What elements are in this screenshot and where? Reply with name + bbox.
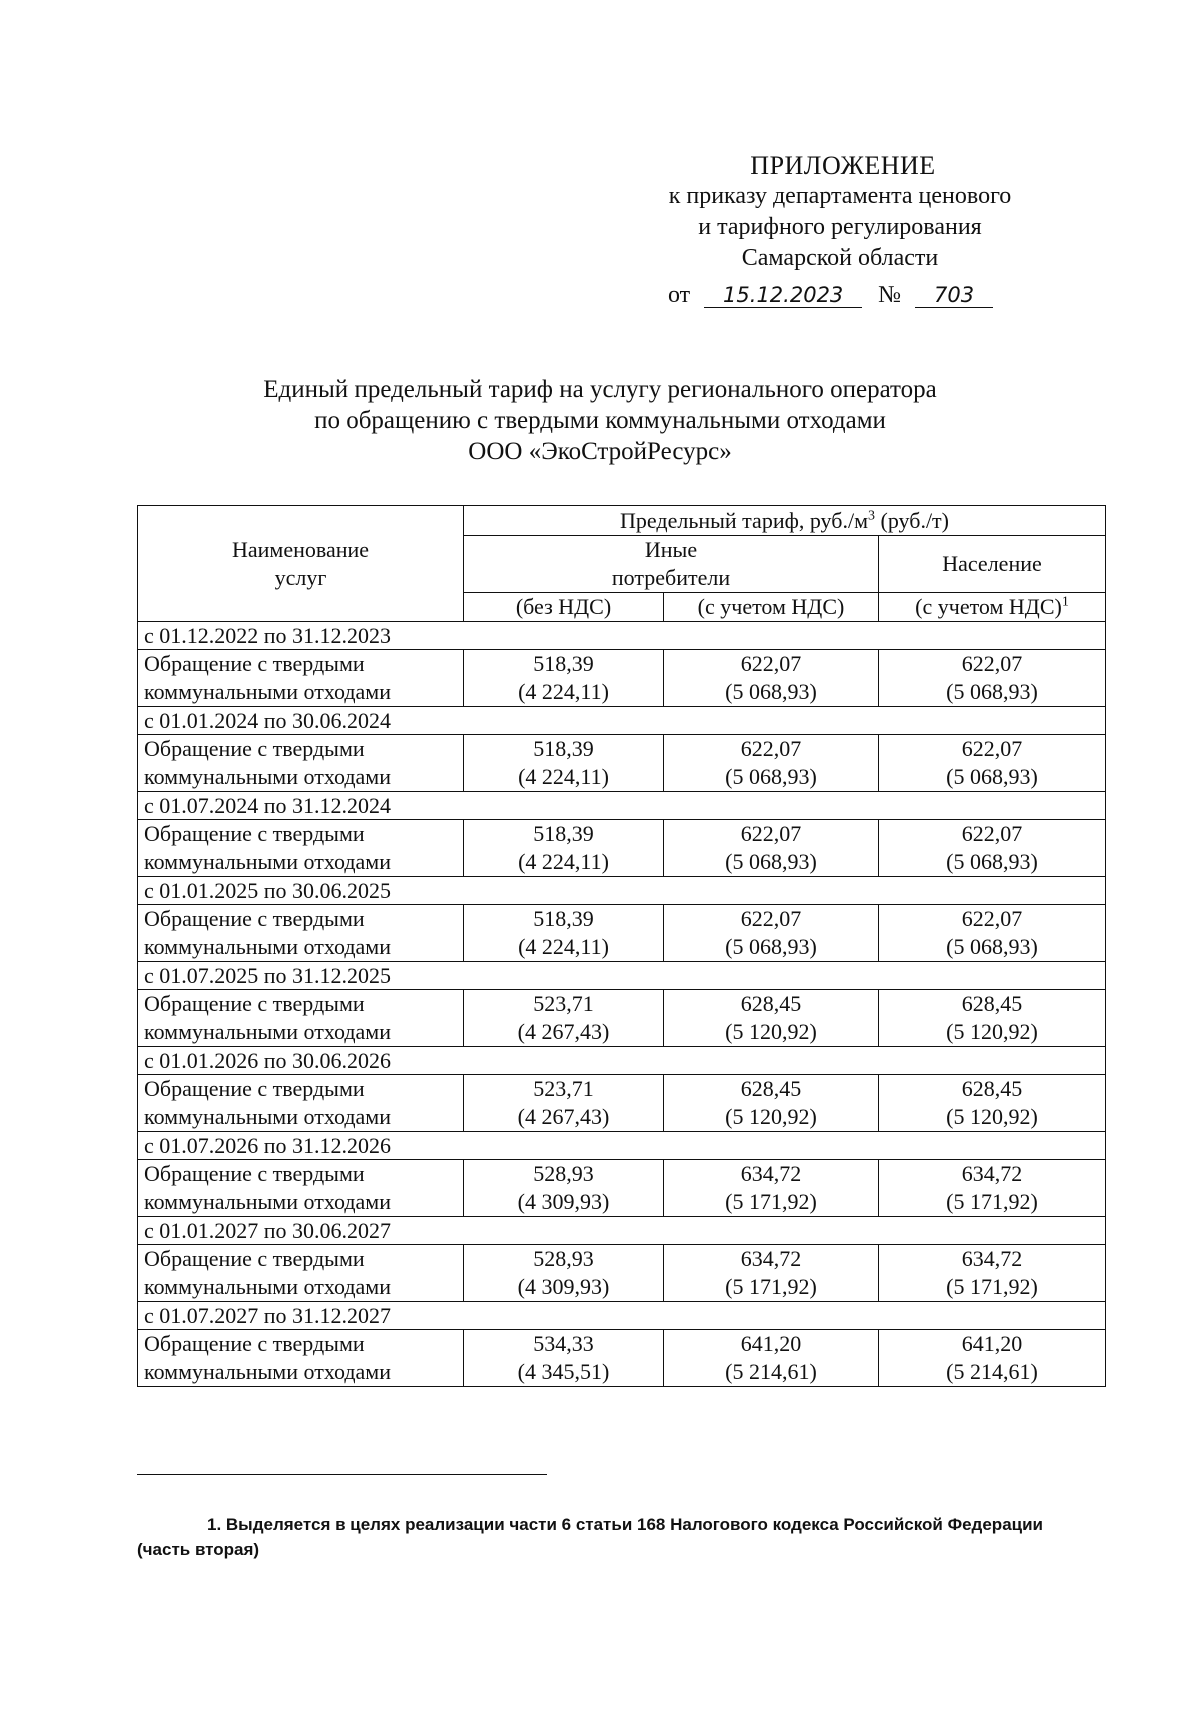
period-label: с 01.01.2026 по 30.06.2026	[138, 1047, 1106, 1075]
period-label: с 01.01.2027 по 30.06.2027	[138, 1217, 1106, 1245]
service-name: Обращение с твердыми коммунальными отходами	[138, 820, 464, 877]
period-label: с 01.07.2026 по 31.12.2026	[138, 1132, 1106, 1160]
tariff-without-vat: 518,39 (4 224,11)	[464, 735, 664, 792]
appendix-title: ПРИЛОЖЕНИЕ	[750, 151, 936, 180]
title-line: Единый предельный тариф на услугу регионального оператора	[263, 376, 937, 403]
tariff-row	[138, 735, 1106, 792]
tariff-with-vat: 634,72 (5 171,92)	[664, 1160, 879, 1217]
tariff-population: 622,07 (5 068,93)	[879, 650, 1106, 707]
period-row	[138, 1302, 1106, 1330]
tariff-population: 628,45 (5 120,92)	[879, 1075, 1106, 1132]
period-row	[138, 1132, 1106, 1160]
tariff-row	[138, 1160, 1106, 1217]
period-row	[138, 962, 1106, 990]
tariff-population: 622,07 (5 068,93)	[879, 820, 1106, 877]
tariff-population: 622,07 (5 068,93)	[879, 735, 1106, 792]
with-vat-header: (с учетом НДС)	[664, 593, 879, 622]
service-name: Обращение с твердыми коммунальными отходами	[138, 1330, 464, 1387]
service-name: Обращение с твердыми коммунальными отходами	[138, 1160, 464, 1217]
tariff-header: Предельный тариф, $руб./м^3$ (руб./т)	[464, 506, 1106, 536]
tariff-row	[138, 650, 1106, 707]
tariff-row	[138, 990, 1106, 1047]
tariff-without-vat: 523,71 (4 267,43)	[464, 990, 664, 1047]
footnote: 1. Выделяется в целях реализации части 6 статьи 168 Налогового кодекса Российской Федерации (часть вторая)	[137, 1515, 1043, 1559]
tariff-with-vat: 622,07 (5 068,93)	[664, 820, 879, 877]
period-label: с 01.07.2025 по 31.12.2025	[138, 962, 1106, 990]
period-row	[138, 877, 1106, 905]
tariff-without-vat: 528,93 (4 309,93)	[464, 1160, 664, 1217]
population-header: Население	[879, 536, 1106, 593]
order-date-number	[668, 282, 993, 309]
period-row	[138, 707, 1106, 735]
period-row	[138, 792, 1106, 820]
period-label: с 01.07.2024 по 31.12.2024	[138, 792, 1106, 820]
tariff-row	[138, 1245, 1106, 1302]
tariff-with-vat: 634,72 (5 171,92)	[664, 1245, 879, 1302]
tariff-row	[138, 1075, 1106, 1132]
tariff-with-vat: 641,20 (5 214,61)	[664, 1330, 879, 1387]
period-label: с 01.01.2024 по 30.06.2024	[138, 707, 1106, 735]
period-row	[138, 1047, 1106, 1075]
order-date: 15.12.2023	[704, 283, 862, 308]
tariff-without-vat: 518,39 (4 224,11)	[464, 905, 664, 962]
appendix-line: к приказу департамента ценового	[668, 183, 1012, 209]
tariff-with-vat: 628,45 (5 120,92)	[664, 990, 879, 1047]
title-line: по обращению с твердыми коммунальными отходами	[314, 407, 886, 434]
tariff-population: 634,72 (5 171,92)	[879, 1245, 1106, 1302]
tariff-row	[138, 820, 1106, 877]
service-name: Обращение с твердыми коммунальными отходами	[138, 905, 464, 962]
period-label: с 01.12.2022 по 31.12.2023	[138, 622, 1106, 650]
service-name: Обращение с твердыми коммунальными отходами	[138, 1245, 464, 1302]
period-label: с 01.07.2027 по 31.12.2027	[138, 1302, 1106, 1330]
population-with-vat-header: (с учетом НДС)$^1$	[879, 593, 1106, 622]
date-prefix: от	[668, 282, 691, 308]
tariff-without-vat: 518,39 (4 224,11)	[464, 650, 664, 707]
service-name-header: Наименование услуг	[138, 506, 464, 622]
tariff-row	[138, 905, 1106, 962]
appendix-header	[620, 150, 1060, 274]
period-label: с 01.01.2025 по 30.06.2025	[138, 877, 1106, 905]
period-row	[138, 622, 1106, 650]
tariff-without-vat: 534,33 (4 345,51)	[464, 1330, 664, 1387]
service-name: Обращение с твердыми коммунальными отходами	[138, 990, 464, 1047]
tariff-population: 628,45 (5 120,92)	[879, 990, 1106, 1047]
tariff-without-vat: 528,93 (4 309,93)	[464, 1245, 664, 1302]
tariff-population: 641,20 (5 214,61)	[879, 1330, 1106, 1387]
tariff-population: 622,07 (5 068,93)	[879, 905, 1106, 962]
without-vat-header: (без НДС)	[464, 593, 664, 622]
service-name: Обращение с твердыми коммунальными отходами	[138, 650, 464, 707]
tariff-table	[137, 505, 1106, 1387]
order-number: 703	[915, 283, 993, 308]
appendix-line: и тарифного регулирования	[698, 214, 982, 240]
other-consumers-header: Иные потребители	[464, 536, 879, 593]
footnote-divider	[137, 1474, 547, 1475]
document-title	[150, 374, 1050, 467]
tariff-row	[138, 1330, 1106, 1387]
appendix-line: Самарской области	[741, 245, 939, 271]
tariff-with-vat: 622,07 (5 068,93)	[664, 905, 879, 962]
title-line: ООО «ЭкоСтройРесурс»	[468, 438, 732, 465]
service-name: Обращение с твердыми коммунальными отходами	[138, 735, 464, 792]
tariff-with-vat: 622,07 (5 068,93)	[664, 735, 879, 792]
tariff-without-vat: 518,39 (4 224,11)	[464, 820, 664, 877]
service-name: Обращение с твердыми коммунальными отходами	[138, 1075, 464, 1132]
tariff-with-vat: 628,45 (5 120,92)	[664, 1075, 879, 1132]
tariff-population: 634,72 (5 171,92)	[879, 1160, 1106, 1217]
period-row	[138, 1217, 1106, 1245]
number-prefix: №	[878, 282, 902, 308]
tariff-with-vat: 622,07 (5 068,93)	[664, 650, 879, 707]
tariff-without-vat: 523,71 (4 267,43)	[464, 1075, 664, 1132]
